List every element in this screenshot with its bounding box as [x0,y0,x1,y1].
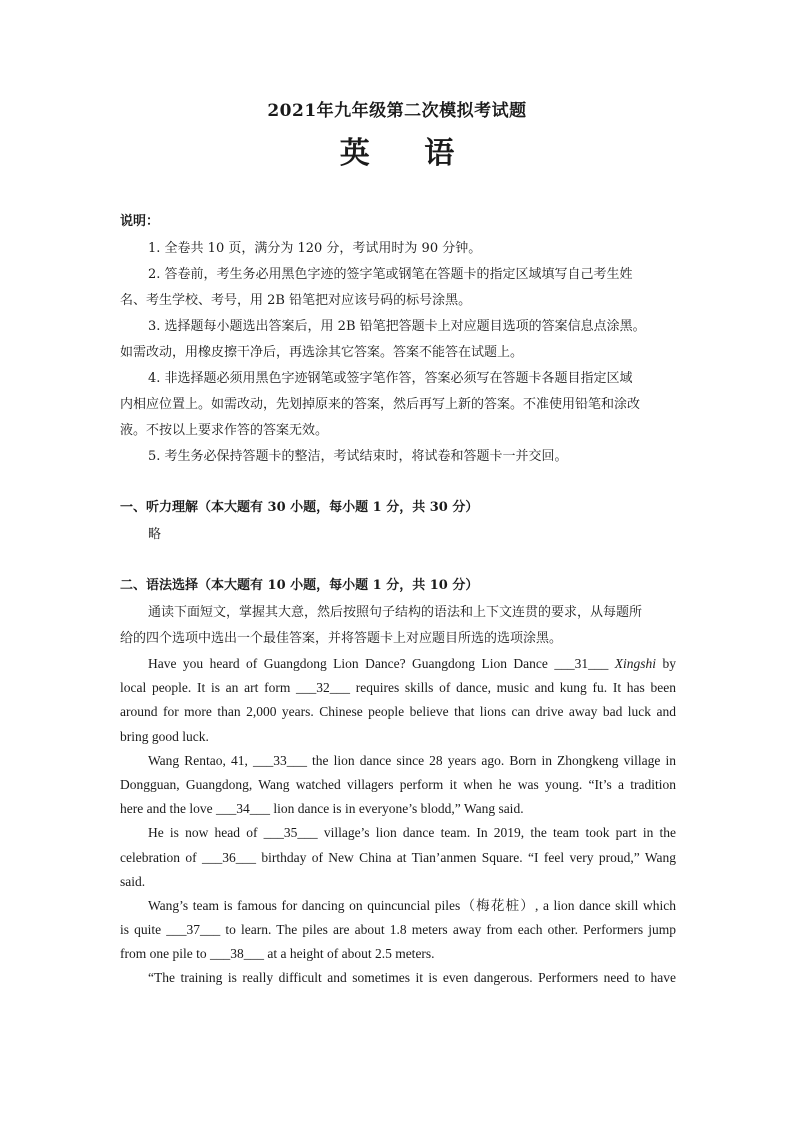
instruction-line: 1. 全卷共 10 页，满分为 120 分，考试用时为 90 分钟。 [148,241,482,256]
page-content [120,208,676,991]
section2-heading: 二、语法选择（本大题有 10 小题，每小题 1 分，共 10 分） [120,578,479,593]
instruction-line: 5. 考生务必保持答题卡的整洁，考试结束时，将试卷和答题卡一并交回。 [148,449,568,464]
exam-title: 2021年九年级第二次模拟考试题 [267,101,527,121]
pinyin-term: Xingshi [614,656,657,671]
passage-line: from one pile to ___38___ at a height of about 2.5 meters. [120,946,435,962]
passage-line: said. [120,873,146,889]
passage-line: Wang Rentao, 41, ___33___ the lion dance since 28 years ago. Born in Zhongkeng village in [148,752,676,768]
instruction-line: 如需改动，用橡皮擦干净后，再选涂其它答案。答案不能答在试题上。 [120,345,524,360]
section2-directions: 给的四个选项中选出一个最佳答案，并将答题卡上对应题目所选的选项涂黑。 [120,631,563,646]
passage-line: bring good luck. [120,728,209,744]
passage-line: Dongguan, Guangdong, Wang watched villagers perform it when he was young. “It’s a tradition [120,776,676,792]
section1-heading: 一、听力理解（本大题有 30 小题，每小题 1 分，共 30 分） [120,500,479,515]
instructions-label: 说明： [120,214,160,229]
passage-line: “The training is really difficult and sometimes it is even dangerous. Performers need to have [148,970,676,986]
section1-body: 略 [148,527,162,542]
section2-directions: 通读下面短文，掌握其大意，然后按照句子结构的语法和上下文连贯的要求，从每题所 [148,605,643,620]
instruction-line: 4. 非选择题必须用黑色字迹钢笔或签字笔作答，答案必须写在答题卡各题目指定区域 [148,371,633,386]
passage-line: around for more than 2,000 years. Chinese people believe that lions can drive away bad luck and [120,704,676,720]
passage-line: Have you heard of Guangdong Lion Dance? Guangdong Lion Dance ___31___ Xingshi by [148,656,676,671]
passage-line: Wang’s team is famous for dancing on quincuncial piles（梅花桩）, a lion dance skill which [148,897,676,913]
instruction-line: 内相应位置上。如需改动，先划掉原来的答案，然后再写上新的答案。不准使用铅笔和涂改 [120,397,641,412]
subject-title: 英 语 [339,136,477,171]
instruction-line: 2. 答卷前，考生务必用黑色字迹的签字笔或钢笔在答题卡的指定区域填写自己考生姓 [148,267,633,282]
instruction-line: 3. 选择题每小题选出答案后，用 2B 铅笔把答题卡上对应题目选项的答案信息点涂黑。 [148,319,646,334]
passage-line: here and the love ___34___ lion dance is in everyone’s blodd,” Wang said. [120,801,524,817]
passage-line: celebration of ___36___ birthday of New China at Tian’anmen Square. “I feel very proud,” Wang [120,849,676,865]
passage-line: local people. It is an art form ___32___ requires skills of dance, music and kung fu. It has been [120,680,676,696]
passage-line: He is now head of ___35___ village’s lion dance team. In 2019, the team took part in the [148,825,676,841]
instruction-line: 名、考生学校、考号，用 2B 铅笔把对应该号码的标号涂黑。 [120,293,472,308]
instruction-line: 液。不按以上要求作答的答案无效。 [120,423,329,438]
passage-line: is quite ___37___ to learn. The piles are about 1.8 meters away from each other. Performers jump [120,922,676,938]
